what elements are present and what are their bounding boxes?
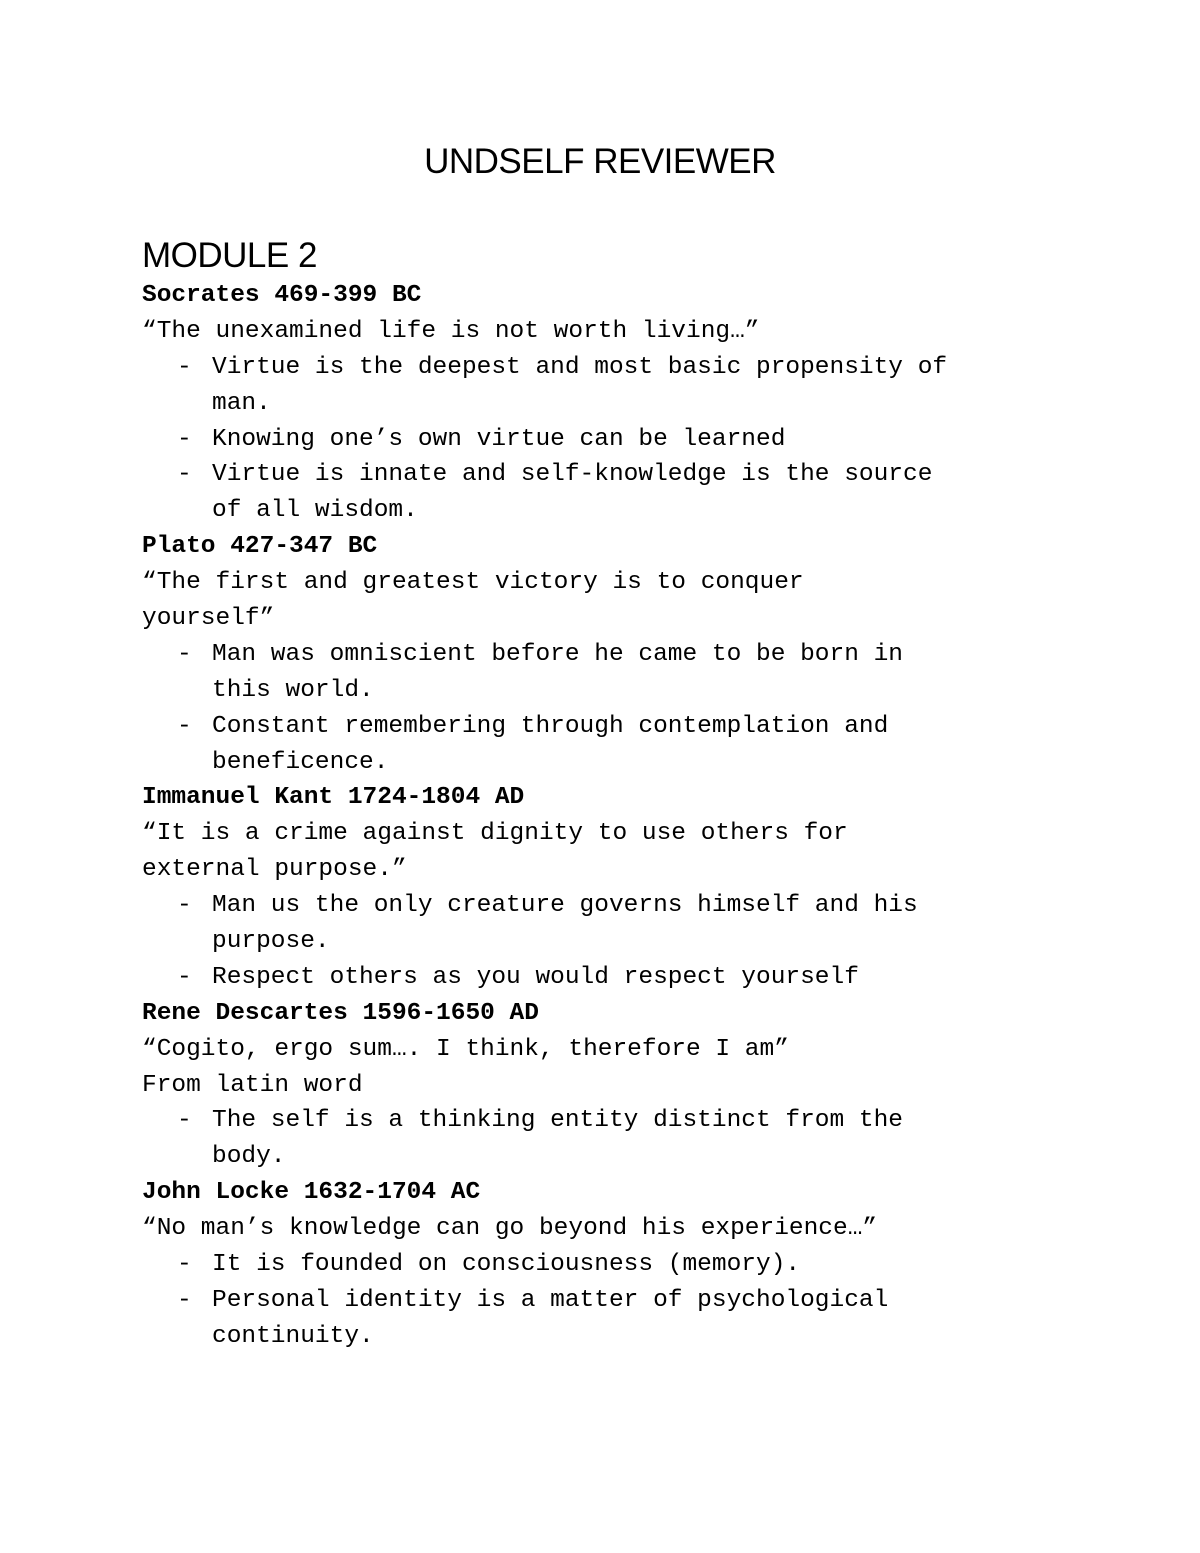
- bullet-text-line: Man was omniscient before he came to be born in: [212, 640, 904, 668]
- philosopher-name: Immanuel Kant 1724-1804 AD: [142, 784, 525, 812]
- bullet-text-line: Personal identity is a matter of psychological: [212, 1286, 889, 1314]
- bullet-dash: -: [177, 712, 192, 740]
- bullet-dash: -: [177, 461, 192, 489]
- bullet-item: [142, 1283, 1102, 1355]
- bullet-text-line: this world.: [212, 676, 374, 704]
- bullet-text: [212, 1103, 1102, 1175]
- bullet-text-line: Knowing one’s own virtue can be learned: [212, 425, 786, 453]
- quote-line: yourself”: [142, 605, 275, 633]
- philosopher-name: John Locke 1632-1704 AC: [142, 1179, 481, 1207]
- quote-line: “The unexamined life is not worth living…”: [142, 317, 760, 345]
- bullet-text-line: purpose.: [212, 928, 330, 956]
- bullet-text-line: man.: [212, 389, 271, 417]
- philosopher-name: Socrates 469-399 BC: [142, 282, 422, 309]
- bullet-dash: -: [177, 1107, 192, 1135]
- quote-line: “It is a crime against dignity to use others for: [142, 820, 848, 848]
- bullet-text-line: Constant remembering through contemplation and: [212, 712, 889, 740]
- bullet-item: [142, 1247, 1102, 1283]
- bullet-text: [212, 422, 1102, 458]
- bullet-text-line: It is founded on consciousness (memory).: [212, 1251, 801, 1279]
- bullet-dash: -: [177, 425, 192, 453]
- quote-line: “No man’s knowledge can go beyond his experience…”: [142, 1215, 878, 1243]
- philosopher-section: [142, 529, 1102, 780]
- bullet-text: [212, 888, 1102, 960]
- bullet-item: [142, 960, 1102, 996]
- philosopher-name: Plato 427-347 BC: [142, 533, 378, 561]
- bullet-item: [142, 350, 1102, 422]
- bullet-text: [212, 960, 1102, 996]
- philosopher-section: [142, 1175, 1102, 1354]
- bullet-text-line: The self is a thinking entity distinct from the: [212, 1107, 904, 1135]
- bullet-text-line: Respect others as you would respect yourself: [212, 963, 859, 991]
- bullet-text-line: of all wisdom.: [212, 497, 418, 525]
- bullet-dash: -: [177, 1251, 192, 1279]
- bullet-text: [212, 350, 1102, 422]
- bullet-dash: -: [177, 353, 192, 381]
- philosopher-name: Rene Descartes 1596-1650 AD: [142, 999, 539, 1027]
- document-body: [142, 278, 1102, 1355]
- module-heading: MODULE 2: [142, 236, 317, 275]
- quote-line: external purpose.”: [142, 856, 407, 884]
- bullet-text-line: Man us the only creature governs himself and his: [212, 892, 918, 920]
- bullet-text-line: continuity.: [212, 1322, 374, 1350]
- bullet-text: [212, 457, 1102, 529]
- bullet-item: [142, 888, 1102, 960]
- bullet-text: [212, 709, 1102, 781]
- quote-line: From latin word: [142, 1071, 363, 1099]
- bullet-text-line: beneficence.: [212, 748, 389, 776]
- bullet-item: [142, 422, 1102, 458]
- bullet-text: [212, 637, 1102, 709]
- bullet-dash: -: [177, 1286, 192, 1314]
- philosopher-section: [142, 996, 1102, 1175]
- bullet-item: [142, 637, 1102, 709]
- document-title: UNDSELF REVIEWER: [424, 142, 776, 181]
- bullet-text: [212, 1283, 1102, 1355]
- bullet-item: [142, 1103, 1102, 1175]
- quote-line: “Cogito, ergo sum…. I think, therefore I am”: [142, 1035, 789, 1063]
- bullet-text-line: body.: [212, 1143, 286, 1171]
- bullet-text: [212, 1247, 1102, 1283]
- philosopher-section: [142, 278, 1102, 529]
- bullet-dash: -: [177, 963, 192, 991]
- bullet-dash: -: [177, 892, 192, 920]
- philosopher-section: [142, 780, 1102, 995]
- bullet-text-line: Virtue is the deepest and most basic propensity of: [212, 353, 948, 381]
- bullet-dash: -: [177, 640, 192, 668]
- bullet-item: [142, 457, 1102, 529]
- quote-line: “The first and greatest victory is to conquer: [142, 569, 804, 597]
- bullet-item: [142, 709, 1102, 781]
- bullet-text-line: Virtue is innate and self-knowledge is the source: [212, 461, 933, 489]
